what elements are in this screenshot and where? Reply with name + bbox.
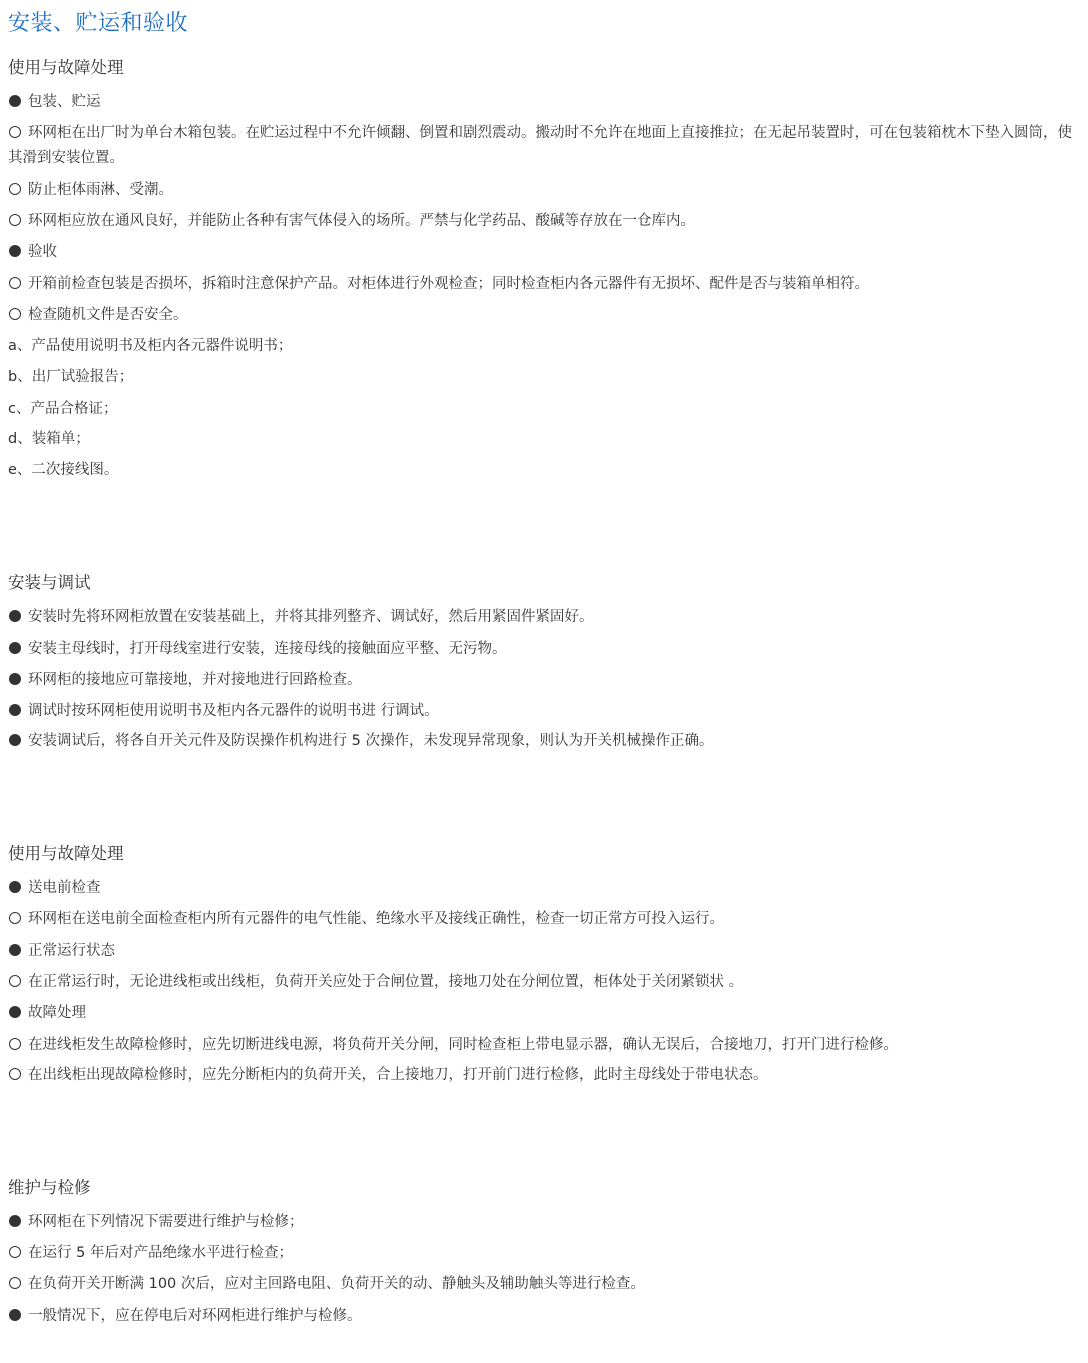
list-item-text: 环网柜在出厂时为单台木箱包装。在贮运过程中不允许倾翻、倒置和剧烈震动。搬动时不允许在地面上直接推拉；在无起吊装置时，可在包装箱枕木下垫入圆筒，使其滑到安装位置。: [8, 125, 1072, 166]
list-item-text: 正常运行状态: [28, 943, 115, 959]
list-item-text: 防止柜体雨淋、受潮。: [28, 182, 173, 198]
list-item-text: 安装主母线时，打开母线室进行安装，连接母线的接触面应平整、无污物。: [28, 641, 507, 657]
hollow-bullet-icon: [9, 214, 21, 226]
list-item: [8, 668, 1080, 693]
hollow-bullet-icon: [9, 183, 21, 195]
list-item-text: d、装箱单；: [8, 431, 90, 447]
list-item-text: 包装、贮运: [28, 94, 101, 110]
list-item: [8, 1241, 1080, 1266]
list-item-text: 验收: [28, 244, 57, 260]
list-item-text: 一般情况下，应在停电后对环网柜进行维护与检修。: [28, 1308, 362, 1324]
list-item-text: 环网柜应放在通风良好，并能防止各种有害气体侵入的场所。严禁与化学药品、酸碱等存放在一仓库内。: [28, 213, 695, 229]
list-item-text: 环网柜在送电前全面检查柜内所有元器件的电气性能、绝缘水平及接线正确性，检查一切正常方可投入运行。: [28, 911, 724, 927]
hollow-bullet-icon: [9, 277, 21, 289]
list-item: [8, 699, 1080, 724]
list-item: [8, 1033, 1080, 1058]
list-item-text: 在运行 5 年后对产品绝缘水平进行检查；: [28, 1245, 293, 1261]
list-item: [8, 272, 1080, 297]
list-item: [8, 427, 1080, 452]
list-item: [8, 1063, 1080, 1088]
list-item-text: 在出线柜出现故障检修时，应先分断柜内的负荷开关，合上接地刀，打开前门进行检修，此时主母线处于带电状态。: [28, 1067, 768, 1083]
list-item-text: 在正常运行时，无论进线柜或出线柜，负荷开关应处于合闸位置，接地刀处在分闸位置，柜体处于关闭紧锁状 。: [28, 974, 744, 990]
list-item: [8, 1272, 1080, 1297]
list-item: [8, 1304, 1080, 1329]
list-item-text: 在进线柜发生故障检修时，应先切断进线电源，将负荷开关分闸，同时检查柜上带电显示器，确认无误后，合接地刀，打开门进行检修。: [28, 1037, 898, 1053]
list-item-text: 在负荷开关开断满 100 次后，应对主回路电阻、负荷开关的动、静触头及辅助触头等进行检查。: [28, 1276, 645, 1292]
hollow-bullet-icon: [9, 1038, 21, 1050]
list-item: [8, 1210, 1080, 1235]
page-title: 安装、贮运和验收: [8, 11, 189, 36]
filled-bullet-icon: [9, 642, 21, 654]
list-item-text: 安装时先将环网柜放置在安装基础上，并将其排列整齐、调试好，然后用紧固件紧固好。: [28, 609, 594, 625]
list-item: [8, 303, 1080, 328]
hollow-bullet-icon: [9, 975, 21, 987]
list-item: [8, 458, 1080, 483]
hollow-bullet-icon: [9, 912, 21, 924]
filled-bullet-icon: [9, 881, 21, 893]
list-item-text: e、二次接线图。: [8, 462, 119, 478]
hollow-bullet-icon: [9, 1068, 21, 1080]
list-item: [8, 907, 1080, 932]
filled-bullet-icon: [9, 704, 21, 716]
list-item: [8, 729, 1080, 754]
list-item: [8, 397, 1080, 422]
filled-bullet-icon: [9, 1309, 21, 1321]
hollow-bullet-icon: [9, 1277, 21, 1289]
filled-bullet-icon: [9, 610, 21, 622]
list-item-text: 环网柜的接地应可靠接地，并对接地进行回路检查。: [28, 672, 362, 688]
list-item: [8, 209, 1080, 234]
list-item: [8, 178, 1080, 203]
list-item-text: c、产品合格证；: [8, 401, 118, 417]
list-item: [8, 240, 1080, 265]
list-item: [8, 334, 1080, 359]
filled-bullet-icon: [9, 944, 21, 956]
filled-bullet-icon: [9, 1006, 21, 1018]
list-item: [8, 637, 1080, 662]
list-item-text: b、出厂试验报告；: [8, 369, 134, 385]
list-item-text: 检查随机文件是否安全。: [28, 307, 188, 323]
section-heading-use-and-fault: 使用与故障处理: [8, 58, 124, 77]
list-item-text: 送电前检查: [28, 880, 101, 896]
filled-bullet-icon: [9, 245, 21, 257]
filled-bullet-icon: [9, 1215, 21, 1227]
filled-bullet-icon: [9, 673, 21, 685]
list-item-text: 环网柜在下列情况下需要进行维护与检修；: [28, 1214, 304, 1230]
filled-bullet-icon: [9, 734, 21, 746]
list-item: [8, 605, 1080, 630]
hollow-bullet-icon: [9, 126, 21, 138]
list-item: [8, 970, 1080, 995]
section-heading-use-and-fault-2: 使用与故障处理: [8, 844, 124, 863]
list-item: [8, 121, 1080, 171]
section-heading-install-and-debug: 安装与调试: [8, 573, 91, 592]
list-item: [8, 939, 1080, 964]
list-item: [8, 1001, 1080, 1026]
list-item-text: a、产品使用说明书及柜内各元器件说明书；: [8, 338, 293, 354]
list-item-text: 安装调试后，将各自开关元件及防误操作机构进行 5 次操作，未发现异常现象，则认为开关机械操作正确。: [28, 733, 714, 749]
list-item-text: 开箱前检查包装是否损坏，拆箱时注意保护产品。对柜体进行外观检查；同时检查柜内各元器件有无损坏、配件是否与装箱单相符。: [28, 276, 869, 292]
section-heading-maintenance: 维护与检修: [8, 1178, 91, 1197]
hollow-bullet-icon: [9, 1246, 21, 1258]
list-item: [8, 876, 1080, 901]
list-item: [8, 90, 1080, 115]
list-item-text: 故障处理: [28, 1005, 86, 1021]
hollow-bullet-icon: [9, 308, 21, 320]
list-item: [8, 365, 1080, 390]
filled-bullet-icon: [9, 95, 21, 107]
list-item-text: 调试时按环网柜使用说明书及柜内各元器件的说明书进 行调试。: [28, 703, 439, 719]
